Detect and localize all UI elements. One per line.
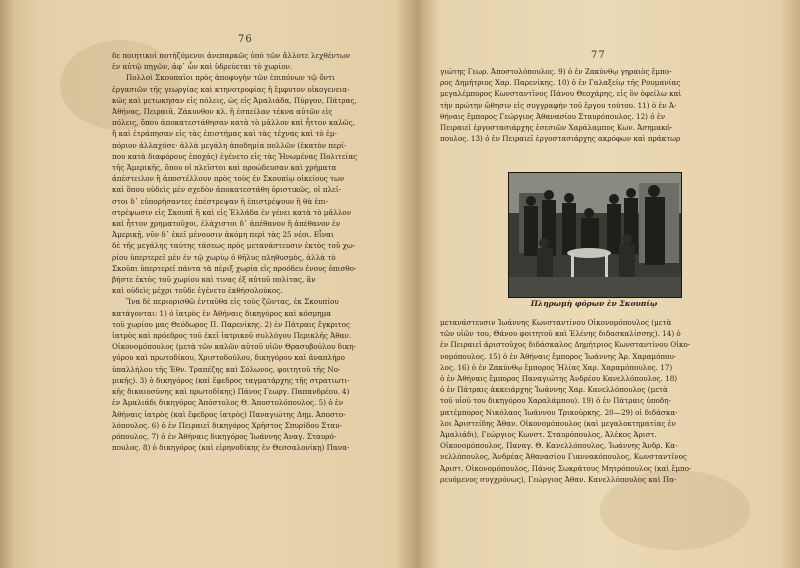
text-line: ρόπουλος. 7) ὁ ἐν Ἀθήναις δικηγόρος Ἰωάννης Ἀναγ. Σταυρό-	[112, 431, 337, 441]
text-line: ἰατρὸς καὶ πρόεδρος τοῦ ἐκεῖ ἰατρικοῦ συλλόγου Περικλῆς Ἀθαν.	[112, 331, 352, 341]
text-line: μικῆς). 3) ὁ δικηγόρος (καὶ ἔφεδρος ταγματάρχης τῆς στρατιωτι-	[112, 375, 350, 385]
text-line: βήστε ἐκτὸς τοῦ χωρίου καὶ τινας ἐξ αὐτοῦ πολίτας, ἂν	[112, 275, 316, 285]
photo-caption: Πληρωμὴ φόρων ἐν Σκουπίῳ	[530, 299, 658, 308]
text-line: κῆς δικαιοσύνης καὶ πρωτοδίκης) Πάνος Γεωργ. Παπανδρέου. 4)	[112, 387, 350, 397]
text-line: ἢ καὶ ἐτράπησαν εἰς τὰς ἐπιστήμας καὶ τὰς τέχνας καὶ τὸ ἐμ-	[112, 129, 337, 139]
text-line: καὶ ἧττον χρηματοῦχοι, ἐλάχιστοι δ᾽ ἀπέθανον ἢ ἀπέθανον ἐν	[112, 219, 341, 229]
text-line: στοι δ᾽ εὐπορήσαντες ἐπέστρεψαν ἢ ἐπιστρέψουν ἢ θὰ ἐπι-	[112, 196, 329, 206]
text-line: θήναις ἔμπορος Γεώργιος Ἀθανασίου Σταυρόπουλος. 12) ὁ ἐν	[440, 111, 666, 121]
text-line: ὑπαλλήλου τῆς Ἐθν. Τραπέζης καὶ Σόλωνος, φοιτητοῦ τῆς Νο-	[112, 364, 341, 374]
text-line: πόριον ἀλλαχόσε· ἀλλὰ μεγάλη ἀποδημία πολλῶν (ἑκατὸν περί-	[112, 140, 347, 150]
text-line: καὶ ὅπου οὐδεὶς μὲν σχεδὸν ἀποκατεστάθη ὁριστικῶς, οἱ πλεῖ-	[112, 185, 342, 195]
text-line: τῶν υἱῶν του, Θάνου φοιτητοῦ καὶ Ἑλένης διδασκαλίσσης). 14) ὁ	[440, 329, 681, 339]
text-line: μεγαλέμπορος Κωνσταντῖνος Πάνου Θεοχάρης, εἰς ὃν ὀφείλω καὶ	[440, 89, 682, 99]
text-line: τῆς Ἀμερικῆς, ὅπου οἱ πλεῖστοι καὶ προώδευσαν καὶ χρήματα	[112, 163, 337, 173]
text-line: τοῦ χωρίου μας Θεόδωρος Π. Παρενίκης. 2) ἐν Πάτραις ἔγκριτος	[112, 319, 351, 329]
left-page-text	[112, 50, 404, 453]
text-line: που κατὰ διαφόρους ἐποχάς) ἐγένετο εἰς τὰς Ἡνωμένας Πολιτείας	[112, 151, 358, 161]
text-line: Οἰκονομόπουλος, Παναγ. Θ. Κανελλόπουλος, Ἰωάννης Ἀνδρ. Κα-	[440, 441, 678, 451]
text-line: δε ποιητικοί ποτήζόμενοι ἀνεπαρκῶς ὑπὸ τῶν ἄλλοτε λεχθέντων	[112, 51, 351, 60]
text-line: Οἰκονομόπουλος (μετὰ τῶν καλῶν αὐτοῦ υἱῶν Θρασυβούλου δικη-	[112, 342, 356, 352]
text-line: γιώτης Γεωρ. Ἀποστολόπουλος. 9) ὁ ἐν Ζακύνθῳ γηραιὸς ἔμπο-	[440, 67, 672, 76]
right-page	[418, 0, 800, 568]
text-line: γόρου καὶ πρωτοδίκου, Χριστοδούλου, δικηγόρου καὶ ἀναπλήρο	[112, 353, 345, 363]
text-line: Ἀμερικῇ, νῦν δ᾽ ἐκεῖ μένουσιν ἀκόμη περὶ τὰς 25 νέοι. Εἶναι	[112, 230, 334, 240]
text-line: κῶς καὶ μετωκησαν εἰς πόλεις, ὡς εἰς Ἀμαλιάδα, Πύργον, Πάτρας,	[112, 95, 357, 105]
text-line: Πολλοὶ Σκουπαῖοι πρὸς ἀποφυγὴν τῶν ἐπιπόνων τῷ ὄντι	[126, 73, 335, 83]
text-line: νομόπουλος. 15) ὁ ἐν Ἀθήναις ἔμπορος Ἰωάννης Ἀρ. Χαραμόπου-	[440, 351, 677, 361]
text-line: ἀπέστειλον ἢ ἀποστέλλουν πρὸς τοὺς ἐν Σκουπίῳ οἰκείους των	[112, 174, 345, 184]
text-line: λος. 16) ὁ ἐν Ζακύνθῳ ἔμπορος Ἠλίας Χαρ. Χαραμόπουλος. 17)	[440, 362, 673, 372]
text-line: ρευόμενος συγχρόνως), Γεώργιος Ἀθαν. Κανελλόπουλος καὶ Πα-	[440, 474, 677, 484]
text-line: ἐργασιῶν τῆς γεωργίας καὶ κτηνοτροφίας ἢ ἔμφυτον οἰκογενεια-	[112, 84, 350, 94]
text-line: ἐν Ἀμαλιάδι δικηγόρος Ἀπόστολος Θ. Ἀποστολόπουλος. 5) ὁ ἐν	[112, 398, 344, 408]
text-line: τὴν πρώτην ὤθησιν εἰς συγγραφὴν τοῦ ἔργου τούτου. 11) ὁ ἐν Ἀ-	[440, 100, 677, 110]
text-line: στρέψωσιν εἰς Σκουπὶ ἢ καὶ εἰς Ἑλλάδα ἐν γένει κατὰ τὸ μᾶλλον	[112, 207, 352, 217]
text-line: Σκοῦπι ὑπερτερεῖ πάντα τὰ πέριξ χωρία εἰς προόδευ ἐνους ὁπισθο-	[112, 263, 357, 273]
text-line: ὁ ἐν Ἀθήναις ἔμπορος Παναγιώτης Ἀνδρέου Κανελλόπουλος. 18)	[440, 374, 678, 384]
text-line: Ἀριστ. Οἰκονομόπουλος, Πάνος Σωκράτους Μητρόπουλος (καὶ ἔμπο-	[440, 463, 692, 473]
text-line: νελλόπουλος, Ἀνδρέας Ἀθανασίου Γιαννακόπουλος, Κωνσταντῖνος	[440, 452, 687, 462]
right-page-bottom-text	[440, 317, 780, 485]
text-line: ἐν Πειραιεῖ ἀριστοῦχος διδάσκαλος Δημήτριος Κωνσταντίνου Οἰκο-	[440, 340, 691, 350]
text-line: Ἀθήνας, Πειραιᾶ, Ζάκυνθον κλ. ἢ ἐσπείλαν τέκνα αὐτῶν εἰς	[112, 107, 333, 117]
text-line: ρος Δημήτριος Χαρ. Παρενίκης. 10) ὁ ἐν Γαλαξείῳ τῆς Ρουμανίας	[440, 78, 681, 88]
text-line: Πειραιεῖ ἐργοστασιάρχης ἐσεσιῶν Χαράλαμπος Κων. Ἀσημακό-	[440, 123, 673, 133]
photograph	[508, 172, 682, 298]
page-number: 76	[238, 34, 253, 45]
text-line: Ἵνα δὲ περιορισθῶ ἐνταῦθα εἰς τοὺς ζῶντας, ἐκ Σκουπίου	[126, 297, 339, 307]
text-line: μετανάστευσιν Ἰωάννης Κωνσταντίνου Οἰκονομόπουλος (μετὰ	[440, 318, 672, 327]
text-line: λοι Ἀριστείδης Ἀθαν. Οἰκονομόπουλος (καὶ μεγαλοκτηματίας ἐν	[440, 418, 676, 428]
text-line: ἐν αὐτῷ πηγῶν, ἀφ᾽ ὧν καὶ ὑδρεύεται τὸ χωρίον.	[112, 62, 293, 72]
text-line: ὁ ἐν Πάτραις ἀκκειάρχης Ἰωάννης Χαρ. Κανελλόπουλος (μετὰ	[440, 385, 668, 395]
page-number: 77	[591, 50, 606, 61]
text-line: Ἀθήναις ἰατρὸς (καὶ ἔφεδρος ἰατρὸς) Παναγιώτης Δημ. Ἀποστο-	[112, 409, 346, 419]
text-line: πουλος. 13) ὁ ἐν Πειραιεῖ ἐργοστασιάρχης ακρόφων καὶ πράκτωρ	[440, 134, 681, 144]
text-line: Ἀμαλιάδι), Γεώργιος Κωνστ. Σταυρόπουλος, Ἀλέκος Ἀριστ.	[440, 430, 657, 440]
text-line: ρίου ὑπερτερεῖ μὲν ἐν τῷ χωρίῳ ὁ θῆλυς πληθυσμὸς, ἀλλὰ τὸ	[112, 252, 336, 262]
text-line: ματέμπορος Νικόλαος Ἰωάννου Τρικούρκης. 20—29) οἱ διδάσκα-	[440, 407, 678, 417]
text-line: δὲ τῆς μεγάλης ταύτης τάσεως πρὸς μετανάστευσιν ἐκτὸς τοῦ χω-	[112, 241, 356, 251]
text-line: πόλεις, ὅπου ἀποκατεστάθησαν κατὰ τὸ μᾶλλον καὶ ἧττον καλῶς,	[112, 118, 355, 128]
text-line: λόπουλος. 6) ὁ ἐν Πειραιεῖ δικηγόρος Χρῆστος Σπυρίδου Σταυ-	[112, 420, 342, 430]
photograph-image	[509, 173, 681, 297]
text-line: πουλος. 8) ὁ δικηγόρος (καὶ εἰρηνοδίκης ἐν Θεσσαλονίκῃ) Πανα-	[112, 443, 350, 453]
right-page-top-text	[440, 66, 780, 144]
text-line: καὶ οὐδεὶς μέχρι τοῦδε ἐγένετο ἐκθήσολούκος.	[112, 286, 283, 296]
text-line: τοῦ υἱοῦ του δικηγόρου Χαραλάμπου). 19) ὁ ἐν Πάτραις ὑποδη-	[440, 396, 671, 406]
text-line: κατάγονται: 1) ὁ ἰατρὸς ἐν Ἀθήναις δικηγόρος καὶ κόσμημα	[112, 308, 332, 318]
